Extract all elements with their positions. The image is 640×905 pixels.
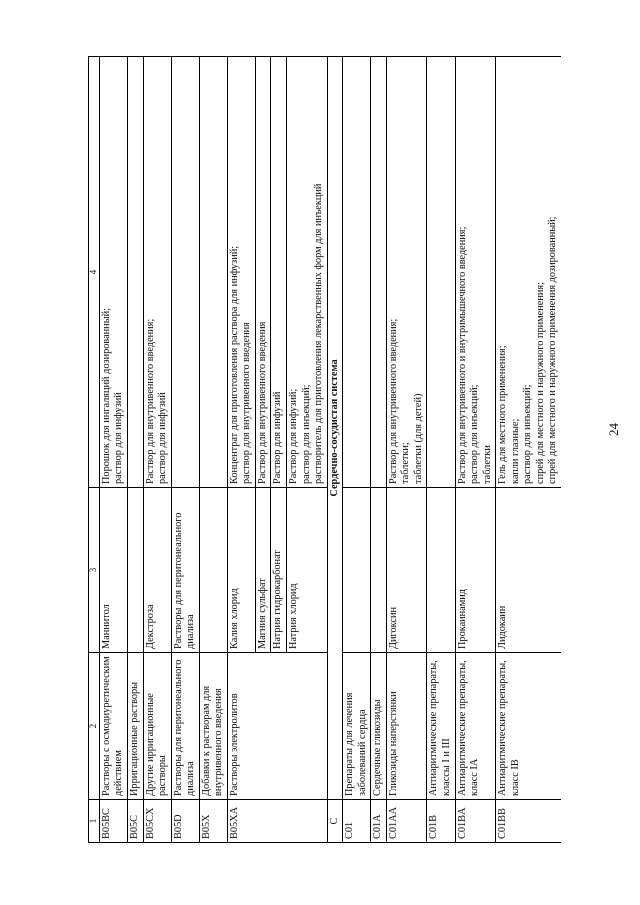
drug-name: Прокаинамид xyxy=(455,488,496,653)
dosage-form: спрей для местного и наружного применения дозированный; xyxy=(547,216,559,484)
empty-cell xyxy=(427,57,455,488)
group-name: Растворы для перитонеального диализа xyxy=(171,653,199,800)
group-name: Препараты для лечения заболеваний сердца xyxy=(343,653,371,800)
drug-list-table xyxy=(88,56,561,843)
table-row xyxy=(99,57,127,843)
atc-code: B05X xyxy=(199,800,227,843)
table-row xyxy=(343,57,371,843)
dosage-form: раствор для инфузий xyxy=(157,392,169,484)
dosage-form: раствор для инъекций; xyxy=(300,384,312,484)
drug-name: Калия хлорид xyxy=(227,488,255,653)
table-row xyxy=(496,57,561,843)
column-number: 4 xyxy=(89,57,100,488)
drug-name: Натрия хлорид xyxy=(287,488,328,653)
atc-code: C01AA xyxy=(386,800,427,843)
atc-code: B05D xyxy=(171,800,199,843)
dosage-form: Раствор для внутривенного введения; xyxy=(387,318,399,484)
dosage-form: таблетки (для детей) xyxy=(412,393,424,484)
drug-name: Натрия гидрокарбонат xyxy=(271,488,287,653)
drug-name: Лидокаин xyxy=(496,488,561,653)
dosage-form: Раствор для внутривенного введения xyxy=(255,57,271,488)
atc-code: B05CX xyxy=(143,800,171,843)
group-name: Сердечные гликозиды xyxy=(371,653,387,800)
empty-cell xyxy=(371,57,387,488)
section-code: C xyxy=(327,800,343,843)
empty-cell xyxy=(171,57,199,488)
column-number: 2 xyxy=(89,653,100,800)
dosage-form: таблетки xyxy=(481,445,493,484)
drug-name: Декстроза xyxy=(143,488,171,653)
atc-code: C01A xyxy=(371,800,387,843)
table-row xyxy=(143,57,171,843)
dosage-form: Раствор для внутривенного и внутримышечного введения; xyxy=(456,226,468,484)
table-row xyxy=(371,57,387,843)
empty-cell xyxy=(371,488,387,653)
table-row xyxy=(427,57,455,843)
empty-cell xyxy=(343,57,371,488)
drug-name: Магния сульфат xyxy=(255,488,271,653)
dosage-form: Раствор для инфузий xyxy=(271,57,287,488)
group-name: Ирригационные растворы xyxy=(127,653,143,800)
atc-code: C01BB xyxy=(496,800,561,843)
empty-cell xyxy=(127,57,143,488)
dosage-form: Концентрат для приготовления раствора для инфузий; xyxy=(228,245,240,484)
atc-code: B05C xyxy=(127,800,143,843)
table-row xyxy=(455,57,496,843)
group-name: Антиаритмические препараты, классы I и III xyxy=(427,653,455,800)
empty-cell xyxy=(199,57,227,488)
dosage-form: Порошок для ингаляций дозированный; xyxy=(100,308,112,484)
atc-code: B05BC xyxy=(99,800,127,843)
group-name: Другие ирригационные растворы xyxy=(143,653,171,800)
dosage-form: раствор для инъекций; xyxy=(522,384,534,484)
dosage-forms xyxy=(455,57,496,488)
group-name: Растворы электролитов xyxy=(227,653,327,800)
group-name: Антиаритмические препараты, класс IB xyxy=(496,653,561,800)
dosage-forms xyxy=(227,57,255,488)
dosage-forms xyxy=(287,57,328,488)
atc-code: B05XA xyxy=(227,800,327,843)
dosage-form: Раствор для внутривенного введения; xyxy=(144,318,156,484)
section-title: Сердечно-сосудистая система xyxy=(327,57,343,800)
dosage-form: растворитель для приготовления лекарственных форм для инъекций xyxy=(313,183,325,484)
section-row xyxy=(327,57,343,843)
group-name: Гликозиды наперстянки xyxy=(386,653,427,800)
page-number: 24 xyxy=(606,423,621,436)
dosage-forms xyxy=(143,57,171,488)
dosage-form: капли глазные; xyxy=(509,418,521,484)
dosage-form: раствор для внутривенного введения xyxy=(241,322,253,484)
table-row xyxy=(171,57,199,843)
dosage-forms xyxy=(496,57,561,488)
drug-name: Растворы для перитонеального диализа xyxy=(171,488,199,653)
table-row xyxy=(127,57,143,843)
column-number: 1 xyxy=(89,800,100,843)
empty-cell xyxy=(127,488,143,653)
column-number-row xyxy=(89,57,100,843)
drug-list-table-rotated xyxy=(88,56,561,843)
drug-name: Маннитол xyxy=(99,488,127,653)
dosage-form: раствор для инъекций; xyxy=(469,384,481,484)
empty-cell xyxy=(343,488,371,653)
dosage-form: Раствор для инфузий; xyxy=(288,388,299,484)
group-name: Антиаритмические препараты, класс IA xyxy=(455,653,496,800)
atc-code: C01B xyxy=(427,800,455,843)
dosage-forms xyxy=(386,57,427,488)
drug-name: Дигоксин xyxy=(386,488,427,653)
dosage-form: раствор для инфузий xyxy=(113,392,125,484)
dosage-form: спрей для местного и наружного применения; xyxy=(534,282,546,484)
empty-cell xyxy=(199,488,227,653)
table-row xyxy=(227,57,255,843)
column-number: 3 xyxy=(89,488,100,653)
dosage-form: Гель для местного применения; xyxy=(497,345,509,484)
dosage-forms xyxy=(99,57,127,488)
table-row xyxy=(199,57,227,843)
atc-code: C01 xyxy=(343,800,371,843)
atc-code: C01BA xyxy=(455,800,496,843)
group-name: Добавки к растворам для внутривенного введения xyxy=(199,653,227,800)
group-name: Растворы с осмодиуретическим действием xyxy=(99,653,127,800)
dosage-form: таблетки; xyxy=(400,442,412,484)
empty-cell xyxy=(427,488,455,653)
table-row xyxy=(386,57,427,843)
